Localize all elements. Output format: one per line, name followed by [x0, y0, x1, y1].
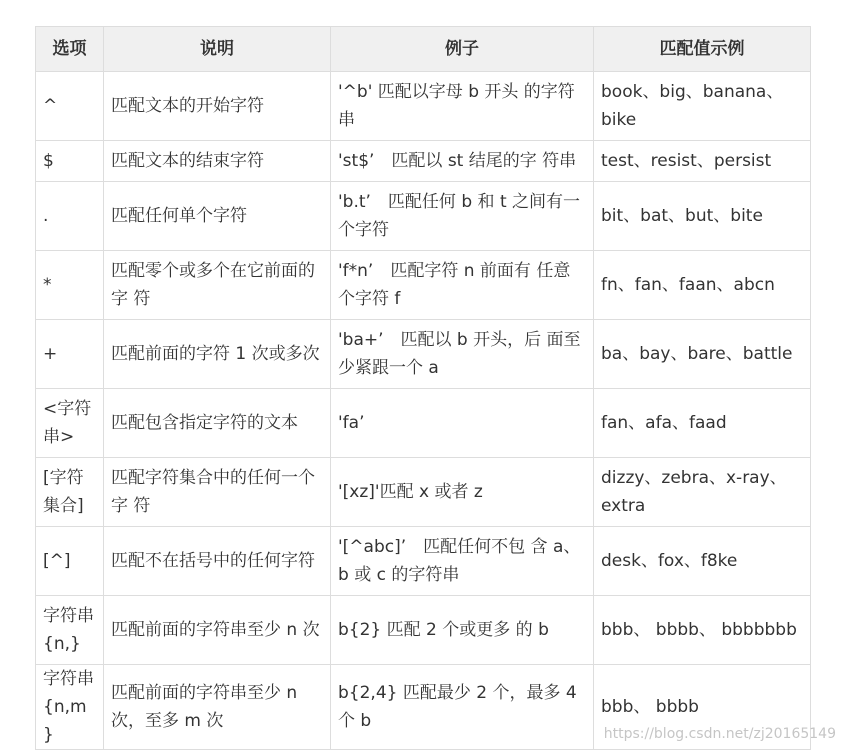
cell-description: 匹配不在括号中的任何字符 — [104, 527, 331, 596]
header-description: 说明 — [104, 27, 331, 72]
cell-description: 匹配前面的字符 1 次或多次 — [104, 320, 331, 389]
cell-matches: fn、fan、faan、abcn — [594, 251, 811, 320]
table-row — [36, 72, 811, 141]
cell-matches: ba、bay、bare、battle — [594, 320, 811, 389]
cell-example: 'fa’ — [331, 389, 594, 458]
cell-example: 'b.t’ 匹配任何 b 和 t 之间有一个字符 — [331, 182, 594, 251]
watermark: https://blog.csdn.net/zj20165149 — [603, 726, 836, 742]
cell-example: '^b' 匹配以字母 b 开头 的字符串 — [331, 72, 594, 141]
table-row — [36, 182, 811, 251]
header-example: 例子 — [331, 27, 594, 72]
cell-example: 'f*n’ 匹配字符 n 前面有 任意个字符 f — [331, 251, 594, 320]
cell-description: 匹配文本的开始字符 — [104, 72, 331, 141]
cell-example: 'st$’ 匹配以 st 结尾的字 符串 — [331, 141, 594, 182]
cell-description: 匹配零个或多个在它前面的字 符 — [104, 251, 331, 320]
cell-option: . — [36, 182, 104, 251]
table-row — [36, 389, 811, 458]
cell-option: + — [36, 320, 104, 389]
cell-description: 匹配文本的结束字符 — [104, 141, 331, 182]
cell-example: '[^abc]’ 匹配任何不包 含 a、b 或 c 的字符串 — [331, 527, 594, 596]
cell-option: $ — [36, 141, 104, 182]
table-row — [36, 527, 811, 596]
cell-example: 'ba+’ 匹配以 b 开头，后 面至少紧跟一个 a — [331, 320, 594, 389]
cell-matches: bbb、 bbbb、 bbbbbbb — [594, 596, 811, 665]
cell-example: b{2,4} 匹配最少 2 个，最多 4 个 b — [331, 665, 594, 750]
cell-description: 匹配字符集合中的任何一个字 符 — [104, 458, 331, 527]
table-body — [36, 72, 811, 750]
cell-example: b{2} 匹配 2 个或更多 的 b — [331, 596, 594, 665]
cell-matches: desk、fox、f8ke — [594, 527, 811, 596]
table-row — [36, 141, 811, 182]
table-row — [36, 320, 811, 389]
cell-example: '[xz]'匹配 x 或者 z — [331, 458, 594, 527]
cell-matches: test、resist、persist — [594, 141, 811, 182]
header-match-examples: 匹配值示例 — [594, 27, 811, 72]
cell-description: 匹配前面的字符串至少 n 次 — [104, 596, 331, 665]
cell-description: 匹配包含指定字符的文本 — [104, 389, 331, 458]
cell-option: [字符集合] — [36, 458, 104, 527]
table-header-row — [36, 27, 811, 72]
cell-matches: dizzy、zebra、x-ray、 extra — [594, 458, 811, 527]
cell-matches: book、big、banana、 bike — [594, 72, 811, 141]
cell-matches: bit、bat、but、bite — [594, 182, 811, 251]
cell-option: * — [36, 251, 104, 320]
header-option: 选项 — [36, 27, 104, 72]
table-row — [36, 596, 811, 665]
table-header — [36, 27, 811, 72]
cell-option: ^ — [36, 72, 104, 141]
cell-option: 字符串{n,m} — [36, 665, 104, 750]
regex-options-table — [35, 26, 811, 750]
cell-option: 字符串{n,} — [36, 596, 104, 665]
table-row — [36, 458, 811, 527]
cell-matches: fan、afa、faad — [594, 389, 811, 458]
cell-option: <字符串> — [36, 389, 104, 458]
table-row — [36, 251, 811, 320]
cell-description: 匹配前面的字符串至少 n 次，至多 m 次 — [104, 665, 331, 750]
cell-matches: bbb、 bbbb — [594, 665, 811, 750]
cell-option: [^] — [36, 527, 104, 596]
cell-description: 匹配任何单个字符 — [104, 182, 331, 251]
